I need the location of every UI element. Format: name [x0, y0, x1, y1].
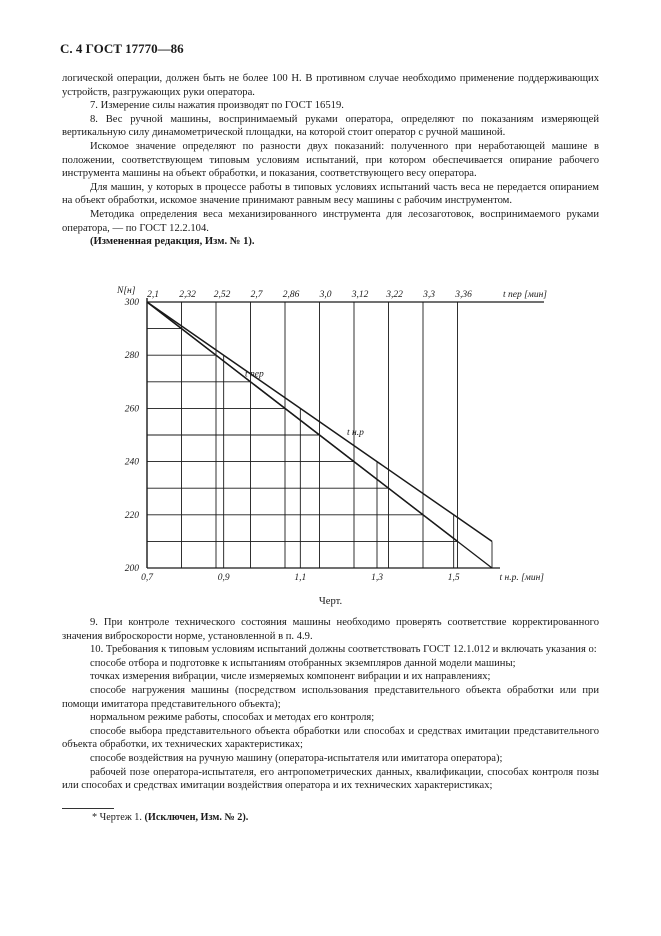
footnote-text: * Чертеж 1. — [92, 812, 142, 823]
y-tick-label: 220 — [124, 510, 139, 521]
bottom-tick-label: 1,3 — [371, 573, 383, 583]
bottom-axis-label: t н.р. [мин] — [499, 573, 544, 583]
top-axis-label: t пер [мин] — [502, 290, 547, 300]
force-time-chart — [100, 278, 560, 590]
page-header: С. 4 ГОСТ 17770—86 — [60, 41, 184, 56]
y-tick-label: 280 — [124, 351, 139, 362]
paragraph: 7. Измерение силы нажатия производят по ГОСТ 16519. — [90, 100, 344, 112]
footnote-divider — [62, 808, 114, 809]
paragraph: Искомое значение определяют по разности двух показаний: полученного при неработающей машине в положении, соответствующем типовым условиям испытаний, при котором обеспечивается опирание рабочего инструмента машины на объект обработки, и показания, соответствующего весу оператора. — [62, 140, 599, 180]
y-tick-label: 200 — [124, 564, 139, 574]
bottom-tick-label: 0,9 — [217, 573, 230, 583]
series-label-t-nr: t н.р — [347, 428, 364, 438]
figure-caption: Черт. — [318, 596, 343, 607]
top-tick-label: 3,22 — [386, 290, 403, 300]
footnote-bold: (Исключен, Изм. № 2). — [144, 812, 249, 823]
top-tick-label: 2,86 — [282, 290, 300, 300]
text-block-bottom — [62, 616, 599, 793]
list-item: точках измерения вибрации, числе измеряемых компонент вибрации и их направлениях; — [90, 671, 491, 683]
bottom-tick-label: 1,1 — [294, 573, 307, 583]
list-item: нормальном режиме работы, способах и методах его контроля; — [90, 712, 375, 724]
top-tick-label: 3,0 — [319, 290, 332, 300]
paragraph: 9. При контроле технического состояния машины необходимо проверять соответствие корректированного значения виброскорости норме, установленной в п. 4.9. — [62, 617, 599, 642]
top-tick-label: 3,36 — [455, 290, 472, 300]
amendment-note: (Измененная редакция, Изм. № 1). — [90, 236, 255, 248]
top-tick-label: 2,52 — [213, 290, 231, 300]
series-label-t-per: t пер — [245, 369, 264, 380]
paragraph: 10. Требования к типовым условиям испытаний должны соответствовать ГОСТ 12.1.012 и включать указания о: — [90, 644, 597, 656]
top-tick-label: 2,7 — [250, 290, 263, 300]
paragraph: Для машин, у которых в процессе работы в типовых условиях испытаний часть веса не передается опиранием на объект обработки, искомое значение принимают равным весу машины с рабочим инструментом. — [62, 181, 599, 207]
top-tick-label: 3,3 — [423, 290, 435, 300]
top-tick-label: 2,1 — [147, 290, 159, 300]
y-tick-label: 300 — [124, 298, 139, 308]
paragraph: логической операции, должен быть не более 100 Н. В противном случае необходимо применение поддерживающих устройств, разгружающих руки оператора. — [62, 73, 599, 98]
top-tick-label: 2,32 — [179, 290, 196, 300]
bottom-tick-label: 0,7 — [141, 573, 153, 583]
text-block-top — [62, 72, 599, 249]
list-item: способе воздействия на ручную машину (оператора-испытателя или имитатора оператора); — [90, 752, 503, 764]
footnote — [92, 812, 248, 823]
paragraph: Методика определения веса механизированного инструмента для лесозаготовок, воспринимаемого руками оператора, — по ГОСТ 12.2.104. — [62, 208, 599, 234]
y-tick-label: 260 — [124, 404, 139, 415]
bottom-tick-label: 1,5 — [447, 573, 460, 583]
y-tick-label: 240 — [124, 457, 139, 468]
list-item: способе нагружения машины (посредством использования представительного объекта обработки или при помощи имитатора представительного объекта); — [62, 684, 599, 710]
y-axis-label: N[н] — [117, 286, 136, 296]
chart-labels — [116, 286, 547, 583]
list-item: способе выбора представительного объекта обработки или способах и средствах имитации представительного объекта обработки, их технических характеристиках; — [62, 725, 599, 751]
list-item: способе отбора и подготовке к испытаниям отобранных экземпляров данной модели машины; — [90, 657, 516, 669]
paragraph: 8. Вес ручной машины, воспринимаемый руками оператора, определяют по показаниям измеряющей вертикальную силу динамометрической площадки, на которой стоит оператор с ручной машиной. — [62, 113, 599, 139]
chart-plot-area — [147, 298, 544, 568]
list-item: рабочей позе оператора-испытателя, его антропометрических данных, квалификации, способах контроля позы или способах и средствах имитации воздействия оператора и их технических характеристиках; — [62, 766, 599, 792]
top-tick-label: 3,12 — [351, 290, 369, 300]
